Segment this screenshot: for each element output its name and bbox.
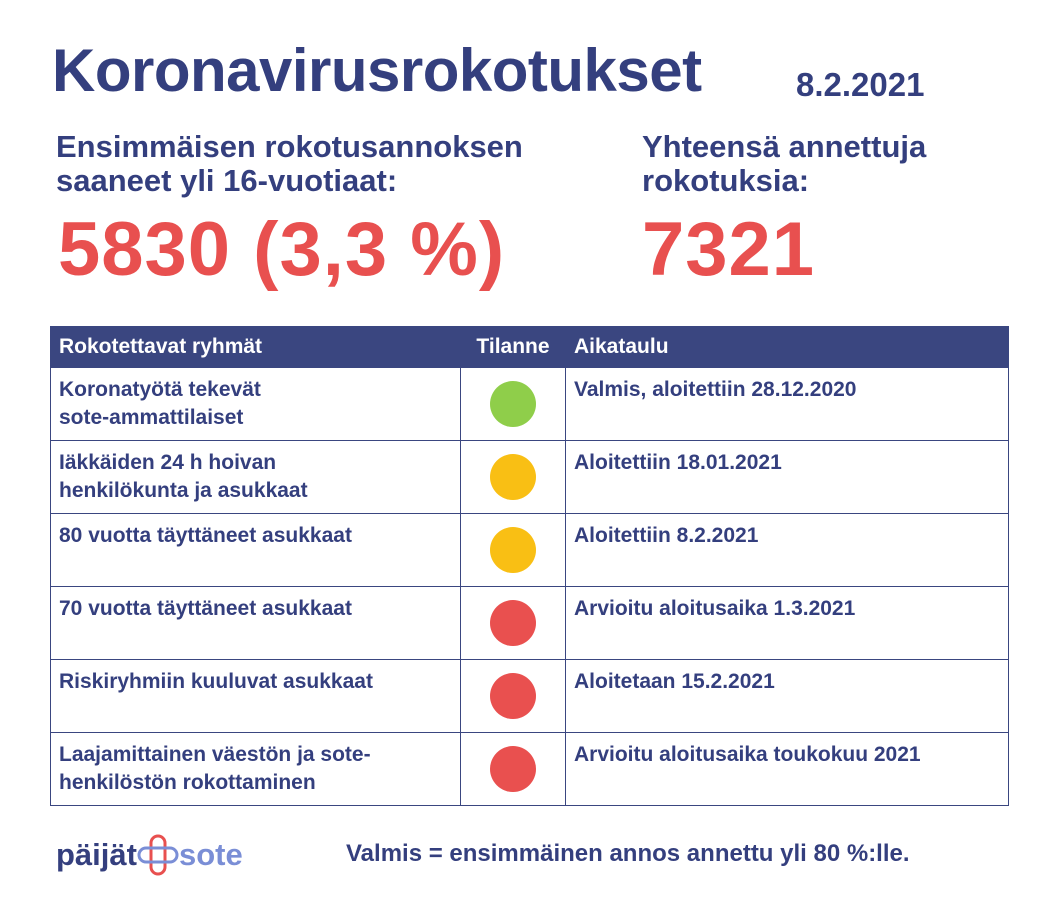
status-cell [461,660,566,733]
total-label-line2: rokotuksia: [642,163,810,198]
logo-text-right: sote [178,837,243,872]
first-dose-label-line2: saaneet yli 16-vuotiaat: [56,163,398,198]
group-cell [51,441,461,514]
group-line2: henkilökunta ja asukkaat [59,479,308,502]
status-cell [461,514,566,587]
table-row [51,733,1009,806]
schedule-cell: Arvioitu aloitusaika 1.3.2021 [566,587,1009,660]
status-green-icon [490,381,536,427]
date-label: 8.2.2021 [796,66,925,103]
group-line2: henkilöstön rokottaminen [59,771,316,794]
group-line1: Iäkkäiden 24 h hoivan [59,451,277,474]
header-schedule: Aikataulu [566,327,1009,368]
group-line1: 80 vuotta täyttäneet asukkaat [59,524,352,547]
schedule-cell: Aloitettiin 18.01.2021 [566,441,1009,514]
cross-icon [135,832,181,878]
table-header-row [51,327,1009,368]
status-yellow-icon [490,454,536,500]
schedule-cell: Aloitetaan 15.2.2021 [566,660,1009,733]
status-cell [461,587,566,660]
header-status: Tilanne [461,327,566,368]
header-group: Rokotettavat ryhmät [51,327,461,368]
vaccination-table [50,326,1009,806]
first-dose-label-line1: Ensimmäisen rokotusannoksen [56,129,523,164]
table-row [51,514,1009,587]
group-cell [51,660,461,733]
status-yellow-icon [490,527,536,573]
status-cell [461,733,566,806]
paijat-sote-logo [56,830,243,880]
table-row [51,368,1009,441]
status-cell [461,441,566,514]
schedule-cell: Aloitettiin 8.2.2021 [566,514,1009,587]
total-label [642,130,1022,198]
total-value: 7321 [642,207,816,292]
group-line1: Koronatyötä tekevät [59,378,261,401]
footer-note: Valmis = ensimmäinen annos annettu yli 80 %:lle. [346,840,910,867]
status-cell [461,368,566,441]
group-cell [51,514,461,587]
logo-text-left: päijät [56,837,137,872]
group-cell [51,733,461,806]
table-row [51,441,1009,514]
page-title: Koronavirusrokotukset [52,37,702,104]
status-red-icon [490,746,536,792]
schedule-cell: Valmis, aloitettiin 28.12.2020 [566,368,1009,441]
group-cell [51,587,461,660]
group-cell [51,368,461,441]
group-line1: 70 vuotta täyttäneet asukkaat [59,597,352,620]
first-dose-value: 5830 (3,3 %) [58,207,506,292]
group-line2: sote-ammattilaiset [59,406,244,429]
group-line1: Laajamittainen väestön ja sote- [59,743,371,766]
schedule-cell: Arvioitu aloitusaika toukokuu 2021 [566,733,1009,806]
group-line1: Riskiryhmiin kuuluvat asukkaat [59,670,373,693]
total-label-line1: Yhteensä annettuja [642,129,927,164]
table-row [51,660,1009,733]
status-red-icon [490,600,536,646]
table-row [51,587,1009,660]
first-dose-label [56,130,576,198]
status-red-icon [490,673,536,719]
